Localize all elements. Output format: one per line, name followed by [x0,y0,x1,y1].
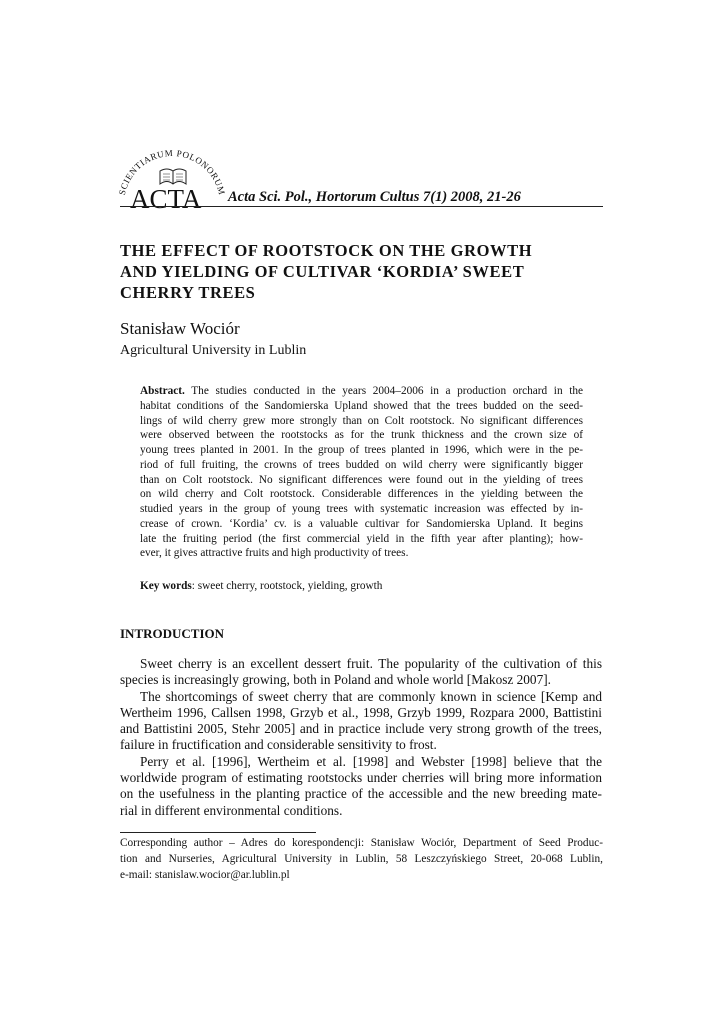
keywords [140,580,382,592]
footnote-line: e-mail: stanislaw.wocior@ar.lublin.pl [120,868,290,881]
article-title [120,240,590,303]
body-line: Perry et al. [1996], Wertheim et al. [1998] and Webster [1998] believe that the [140,753,602,769]
body-line: worldwide program of estimating rootstocks under cherries will bring more information [120,770,602,786]
abstract-line: crease of crown. ‘Kordia’ cv. is a valuable cultivar for Sandomierska Upland. It begins [140,517,583,530]
body-line: on the usefulness in the planting practice of the accessible and the new breeding mate- [120,786,602,802]
body-line: Sweet cherry is an excellent dessert fruit. The popularity of the cultivation of this [140,656,602,671]
author-affiliation: Agricultural University in Lublin [120,343,307,358]
footnote-line: tion and Nurseries, Agricultural University in Lublin, 58 Leszczyńskiego Street, 20-068 Lublin, [120,852,603,865]
abstract-line: riod of full fruiting, the crowns of trees budded on wild cherry were significantly bigger [140,458,583,471]
title-line: THE EFFECT OF ROOTSTOCK ON THE GROWTH [120,241,533,260]
abstract-line: were observed between the rootstocks as for the trunk thickness and the crown size of [140,429,583,442]
abstract-line: late the fruiting period (the first commercial yield in the fifth year after planting); how- [140,532,583,545]
body-line: Wertheim 1996, Callsen 1998, Grzyb et al., 1998, Grzyb 1999, Rozpara 2000, Battistini [120,704,602,720]
logo-arc-text: SCIENTIARUM POLONORUM [116,147,228,197]
abstract-line: habitat conditions of the Sandomierska Upland showed that the trees budded on the seed- [140,399,583,412]
introduction-heading: INTRODUCTION [120,626,225,641]
abstract [140,384,583,561]
title-line: AND YIELDING OF CULTIVAR ‘KORDIA’ SWEET [120,262,525,281]
footnote-rule [120,832,316,833]
open-book-icon [160,169,186,184]
body-line: species is increasingly growing, both in Poland and whole world [Makosz 2007]. [120,672,551,688]
abstract-line: on wild cherry and Colt rootstock. Considerable differences in the yielding between the [140,488,583,501]
body-line: failure in fructification and considerable sensitivity to frost. [120,737,437,753]
abstract-label: Abstract. [140,385,185,397]
abstract-line: ever, it gives attractive fruits and high productivity of trees. [140,547,409,560]
acta-logo [116,140,228,210]
journal-reference: Acta Sci. Pol., Hortorum Cultus 7(1) 2008, 21-26 [228,189,521,205]
introduction-body [120,656,602,819]
abstract-line: than on Colt rootstock. No significant differences were found out in the yielding of trees [140,473,583,486]
footnote-line: Corresponding author – Adres do korespondencji: Stanisław Wociór, Department of Seed Produc- [120,837,603,849]
header-rule [120,206,603,207]
body-line: and Battistini 2005, Stehr 2005] and in practice include very strong growth of the trees, [120,721,602,737]
body-line: rial in different environmental conditions. [120,802,343,818]
keywords-text: : sweet cherry, rootstock, yielding, growth [191,580,383,592]
body-line: The shortcomings of sweet cherry that are commonly known in science [Kemp and [140,688,602,704]
abstract-line: young trees planted in 2001. In the group of trees planted in 1996, which were in the pe- [140,444,583,456]
footnote [120,836,603,883]
logo-word: ACTA [130,184,202,210]
title-line: CHERRY TREES [120,283,256,302]
author-name: Stanisław Wociór [120,319,240,338]
keywords-label: Key words [140,580,192,592]
abstract-line: Abstract. The studies conducted in the years 2004–2006 in a production orchard in the [140,385,583,397]
abstract-line: studied years in the group of young trees with systematic increasion was effected by in- [140,503,583,515]
abstract-line: lings of wild cherry grew more strongly than on Colt rootstock. No significant differences [140,414,583,427]
